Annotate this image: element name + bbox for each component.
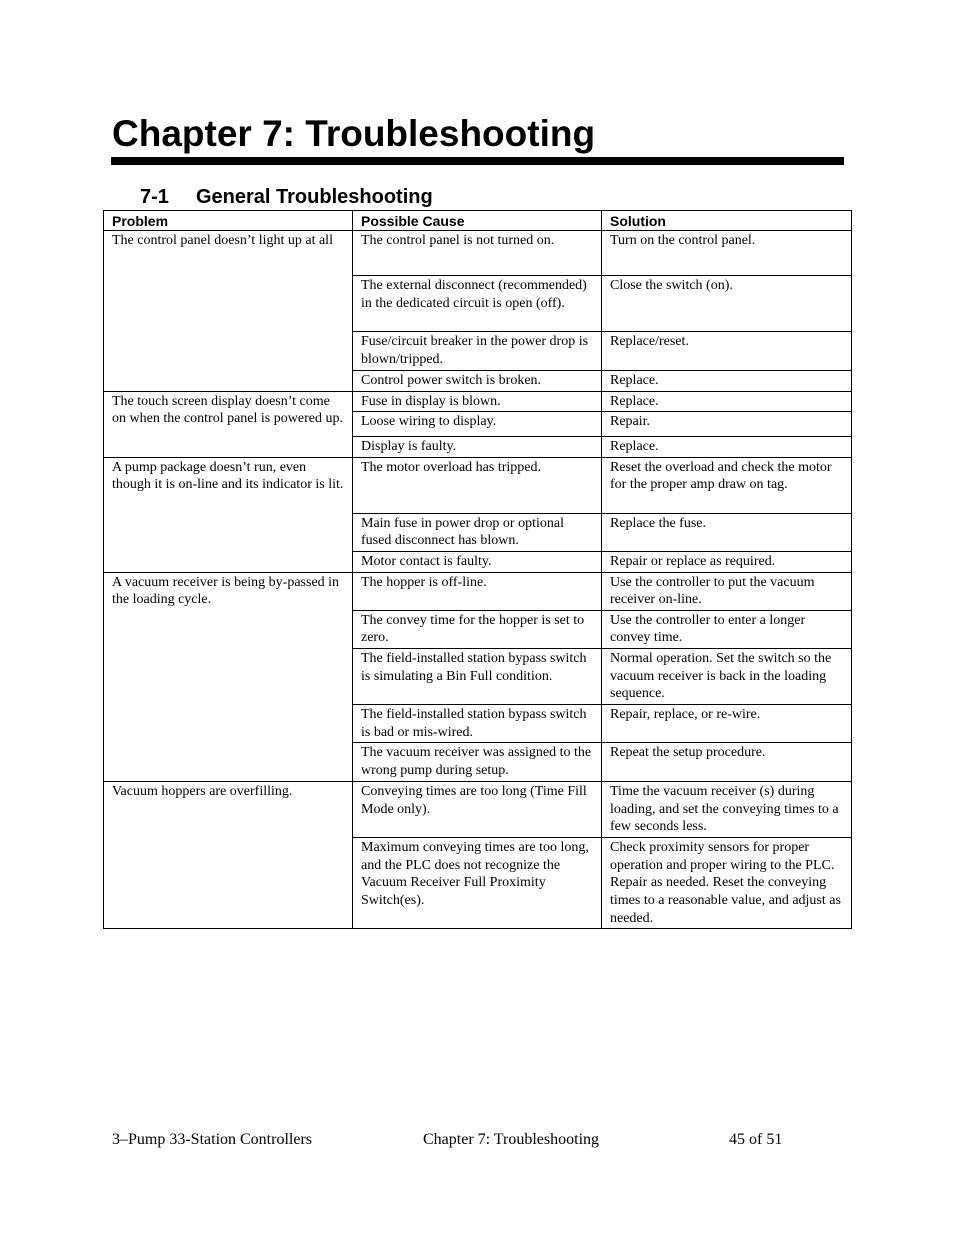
cause-cell: The convey time for the hopper is set to zero. [353,610,602,648]
solution-cell: Replace. [602,371,852,392]
section-number: 7-1 [140,186,169,208]
solution-cell: Check proximity sensors for proper operation and proper wiring to the PLC. Repair as needed. Reset the conveying times to a reasonable value, and adjust as needed. [602,838,852,929]
solution-cell: Time the vacuum receiver (s) during loading, and set the conveying times to a few seconds less. [602,782,852,838]
cause-cell: Maximum conveying times are too long, and the PLC does not recognize the Vacuum Receiver Full Proximity Switch(es). [353,838,602,929]
problem-cell: A pump package doesn’t run, even though it is on-line and its indicator is lit. [104,457,353,572]
problem-cell: Vacuum hoppers are overfilling. [104,782,353,929]
solution-cell: Normal operation. Set the switch so the vacuum receiver is back in the loading sequence. [602,648,852,704]
cause-cell: Control power switch is broken. [353,371,602,392]
table-row [104,391,852,412]
solution-cell: Reset the overload and check the motor for the proper amp draw on tag. [602,457,852,513]
table-row [104,231,852,276]
table-row [104,457,852,513]
cause-cell: Fuse/circuit breaker in the power drop is blown/tripped. [353,332,602,371]
cause-cell: Fuse in display is blown. [353,391,602,412]
solution-cell: Repeat the setup procedure. [602,743,852,782]
cause-cell: Main fuse in power drop or optional fused disconnect has blown. [353,513,602,551]
cause-cell: The motor overload has tripped. [353,457,602,513]
solution-cell: Use the controller to put the vacuum receiver on-line. [602,572,852,610]
footer-center: Chapter 7: Troubleshooting [423,1131,600,1148]
chapter-title: Chapter 7: Troubleshooting [112,113,596,154]
cause-cell: The external disconnect (recommended) in the dedicated circuit is open (off). [353,276,602,332]
cause-cell: The hopper is off-line. [353,572,602,610]
cause-cell: Display is faulty. [353,437,602,458]
solution-cell: Repair. [602,412,852,437]
solution-cell: Repair or replace as required. [602,551,852,572]
header-possible-cause: Possible Cause [353,211,602,231]
cause-cell: Loose wiring to display. [353,412,602,437]
cause-cell: Conveying times are too long (Time Fill Mode only). [353,782,602,838]
cause-cell: The field-installed station bypass switch is bad or mis-wired. [353,704,602,742]
solution-cell: Repair, replace, or re-wire. [602,704,852,742]
section-title-text: General Troubleshooting [196,186,433,208]
section-title [140,185,433,209]
header-solution: Solution [602,211,852,231]
cause-cell: Motor contact is faulty. [353,551,602,572]
solution-cell: Replace the fuse. [602,513,852,551]
solution-cell: Replace/reset. [602,332,852,371]
cause-cell: The vacuum receiver was assigned to the wrong pump during setup. [353,743,602,782]
table-row [104,572,852,610]
solution-cell: Replace. [602,391,852,412]
solution-cell: Use the controller to enter a longer convey time. [602,610,852,648]
header-problem: Problem [104,211,353,231]
table-row [104,782,852,838]
problem-cell: The touch screen display doesn’t come on when the control panel is powered up. [104,391,353,457]
solution-cell: Turn on the control panel. [602,231,852,276]
cause-cell: The field-installed station bypass switch is simulating a Bin Full condition. [353,648,602,704]
footer-left: 3–Pump 33-Station Controllers [112,1131,312,1148]
title-rule [111,157,844,165]
cause-cell: The control panel is not turned on. [353,231,602,276]
solution-cell: Close the switch (on). [602,276,852,332]
problem-cell: A vacuum receiver is being by-passed in the loading cycle. [104,572,353,782]
troubleshooting-table [103,210,852,929]
table-header-row [104,211,852,231]
problem-cell: The control panel doesn’t light up at all [104,231,353,392]
footer-page-number: 45 of 51 [729,1131,783,1148]
solution-cell: Replace. [602,437,852,458]
